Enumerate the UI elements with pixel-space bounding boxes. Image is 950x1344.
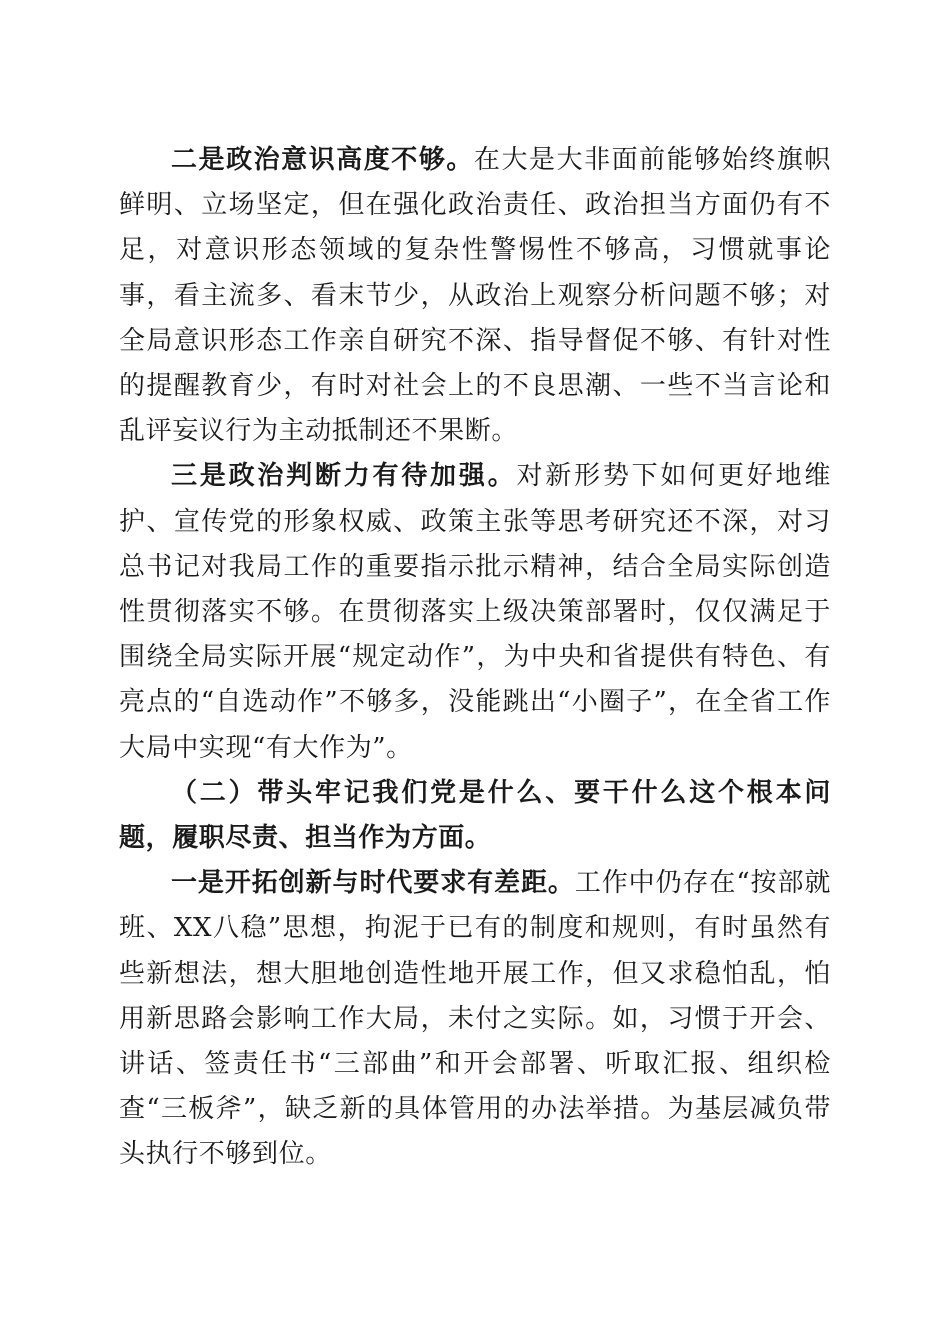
paragraph-text: 对新形势下如何更好地维护、宣传党的形象权威、政策主张等思考研究还不深，对习总书记对我局工作的重要指示批示精神，结合全局实际创造性贯彻落实不够。在贯彻落实上级决策部署时，仅仅满足于围绕全局实际开展“规定动作”，为中央和省提供有特色、有亮点的“自选动作”不够多，没能跳出“小圈子”，在全省工作大局中实现“有大作为”。: [119, 461, 831, 763]
paragraph-text: 工作中仍存在“按部就班、XX八稳”思想，拘泥于已有的制度和规则，有时虽然有些新想法，想大胆地创造性地开展工作，但又求稳怕乱，怕用新思路会影响工作大局，未付之实际。如，习惯于开会、讲话、签责任书“三部曲”和开会部署、听取汇报、组织检查“三板斧”，缺乏新的具体管用的办法举措。为基层减负带头执行不够到位。: [119, 868, 831, 1170]
paragraph-lead: 二是政治意识高度不够。: [171, 145, 474, 175]
paragraph-political-awareness: [119, 138, 831, 454]
section-heading: （二）带头牢记我们党是什么、要干什么这个根本问题，履职尽责、担当作为方面。: [119, 777, 831, 854]
paragraph-lead: 三是政治判断力有待加强。: [171, 461, 517, 492]
paragraph-lead: 一是开拓创新与时代要求有差距。: [171, 868, 575, 899]
paragraph-political-judgment: [119, 454, 831, 770]
document-body: [119, 138, 831, 1178]
paragraph-innovation-gap: [119, 861, 831, 1177]
paragraph-text: 在大是大非面前能够始终旗帜鲜明、立场坚定，但在强化政治责任、政治担当方面仍有不足，对意识形态领域的复杂性警惕性不够高，习惯就事论事，看主流多、看末节少，从政治上观察分析问题不够；对全局意识形态工作亲自研究不深、指导督促不够、有针对性的提醒教育少，有时对社会上的不良思潮、一些不当言论和乱评妄议行为主动抵制还不果断。: [119, 145, 831, 447]
